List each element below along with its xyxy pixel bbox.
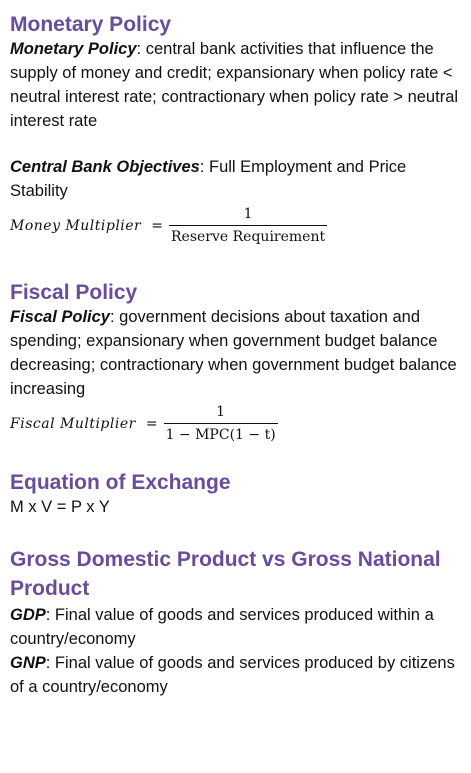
gdp-term: GDP	[10, 606, 46, 624]
fiscal-policy-heading: Fiscal Policy	[10, 281, 138, 304]
money-multiplier-label: Money Multiplier	[10, 217, 142, 234]
fiscal-policy-text: : government decisions about taxation and spending; expansionary when government budget balance decreasing; contractionary when government budget balance increasing	[10, 308, 457, 398]
gnp-text: : Final value of goods and services produced by citizens of a country/economy	[10, 654, 455, 696]
monetary-policy-definition	[10, 37, 462, 133]
spacer	[10, 246, 462, 280]
money-multiplier-fraction	[169, 205, 327, 246]
fraction-numerator: 1	[243, 206, 253, 222]
fiscal-multiplier-label: Fiscal Multiplier	[10, 415, 136, 432]
fraction-numerator: 1	[216, 404, 226, 420]
gnp-definition	[10, 651, 462, 699]
gdp-text: : Final value of goods and services produced within a country/economy	[10, 606, 434, 648]
fraction-denominator: 1 − MPC(1 − t)	[164, 423, 278, 444]
notes-page	[10, 12, 462, 699]
monetary-policy-text: : central bank activities that influence the supply of money and credit; expansionary when policy rate < neutral interest rate; contractionary when policy rate > neutral interest rate	[10, 40, 459, 130]
monetary-policy-term: Monetary Policy	[10, 40, 137, 58]
equation-of-exchange: M x V = P x Y	[10, 498, 110, 516]
central-bank-objectives-text: : Full Employment and Price Stability	[10, 158, 407, 200]
equals-sign: =	[145, 415, 158, 432]
spacer	[10, 133, 462, 155]
fiscal-multiplier-fraction	[164, 403, 278, 444]
money-multiplier-formula	[10, 205, 462, 246]
gdp-definition	[10, 603, 462, 651]
central-bank-objectives-term: Central Bank Objectives	[10, 158, 200, 176]
equation-of-exchange-heading: Equation of Exchange	[10, 471, 231, 494]
monetary-policy-heading: Monetary Policy	[10, 13, 172, 36]
gnp-term: GNP	[10, 654, 46, 672]
spacer	[10, 444, 462, 470]
fiscal-policy-term: Fiscal Policy	[10, 308, 110, 326]
fiscal-multiplier-formula	[10, 403, 462, 444]
equals-sign: =	[151, 217, 163, 234]
central-bank-objectives	[10, 155, 462, 203]
spacer	[10, 519, 462, 545]
gdp-gnp-heading: Gross Domestic Product vs Gross National Product	[10, 548, 441, 600]
fraction-denominator: Reserve Requirement	[169, 225, 327, 246]
fiscal-policy-definition	[10, 305, 462, 401]
